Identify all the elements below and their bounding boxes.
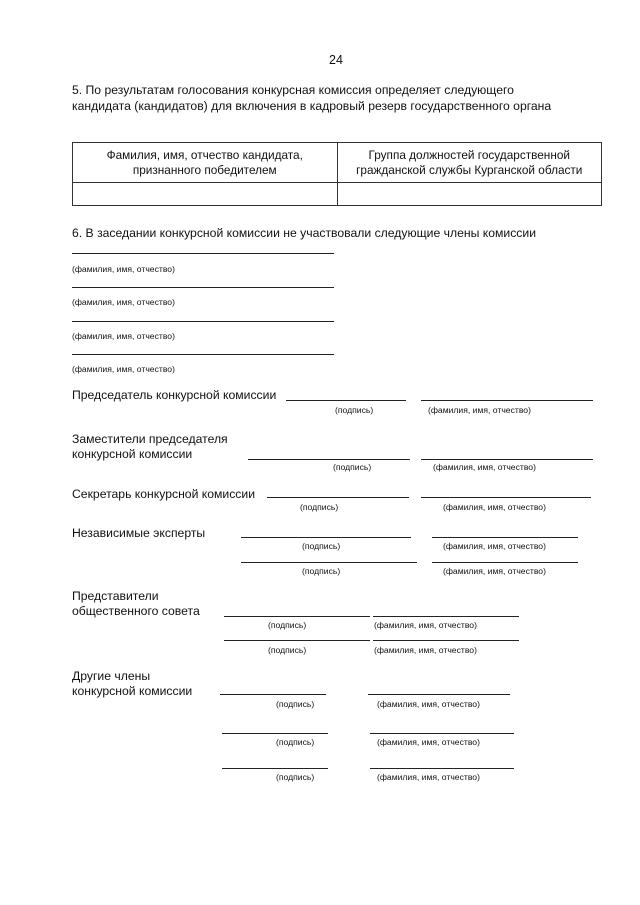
secretary-label: Секретарь конкурсной комиссии: [72, 487, 256, 501]
expert-signature-caption-2: (подпись): [302, 566, 341, 576]
table-header-candidate-line1: Фамилия, имя, отчество кандидата,: [106, 147, 303, 162]
other-member-name-line-2[interactable]: [370, 733, 514, 734]
public-council-name-caption-1: (фамилия, имя, отчество): [374, 620, 477, 630]
public-council-label-line2: общественного совета: [72, 604, 200, 618]
other-member-signature-caption-2: (подпись): [276, 737, 315, 747]
deputy-label-line1: Заместители председателя: [72, 432, 228, 446]
table-header-position-group: [337, 143, 602, 183]
secretary-signature-caption: (подпись): [300, 502, 339, 512]
table-header-candidate-line2: признанного победителем: [132, 162, 277, 177]
deputy-signature-line[interactable]: [248, 459, 410, 460]
other-member-name-caption-3: (фамилия, имя, отчество): [377, 772, 480, 782]
table-header-group-line1: Группа должностей государственной: [368, 147, 570, 162]
other-member-signature-caption-3: (подпись): [276, 772, 315, 782]
absent-member-line-1[interactable]: [72, 253, 334, 254]
section5-line1: 5. По результатам голосования конкурсная комиссия определяет следующего: [72, 83, 514, 97]
deputy-signature-caption: (подпись): [333, 462, 372, 472]
expert-name-caption-1: (фамилия, имя, отчество): [443, 541, 546, 551]
other-member-signature-caption-1: (подпись): [276, 699, 315, 709]
result-table: [72, 142, 602, 206]
expert-signature-line-2[interactable]: [241, 562, 417, 563]
other-member-signature-line-3[interactable]: [222, 768, 328, 769]
experts-label: Независимые эксперты: [72, 526, 206, 540]
secretary-signature-line[interactable]: [267, 497, 409, 498]
public-council-signature-line-2[interactable]: [224, 640, 370, 641]
table-header-group-line2: гражданской службы Курганской области: [356, 162, 583, 177]
public-council-signature-caption-1: (подпись): [268, 620, 307, 630]
chairman-signature-line[interactable]: [286, 400, 406, 401]
absent-member-line-3[interactable]: [72, 321, 334, 322]
other-member-signature-line-2[interactable]: [222, 733, 328, 734]
public-council-name-line-2[interactable]: [373, 640, 519, 641]
public-council-signature-line-1[interactable]: [224, 616, 370, 617]
chairman-label: Председатель конкурсной комиссии: [72, 388, 277, 402]
deputy-label-line2: конкурсной комиссии: [72, 447, 193, 461]
deputy-name-caption: (фамилия, имя, отчество): [433, 462, 536, 472]
other-members-label-line2: конкурсной комиссии: [72, 684, 193, 698]
absent-member-caption-3: (фамилия, имя, отчество): [72, 331, 175, 341]
absent-member-caption-1: (фамилия, имя, отчество): [72, 264, 175, 274]
table-cell-candidate[interactable]: [73, 183, 338, 206]
expert-signature-line-1[interactable]: [241, 537, 411, 538]
other-member-signature-line-1[interactable]: [220, 694, 326, 695]
absent-member-line-2[interactable]: [72, 287, 334, 288]
chairman-name-line[interactable]: [421, 400, 593, 401]
other-member-name-caption-2: (фамилия, имя, отчество): [377, 737, 480, 747]
page-number: 24: [329, 53, 343, 67]
public-council-name-caption-2: (фамилия, имя, отчество): [374, 645, 477, 655]
secretary-name-caption: (фамилия, имя, отчество): [443, 502, 546, 512]
section6-text: 6. В заседании конкурсной комиссии не участвовали следующие члены комиссии: [72, 226, 536, 240]
table-cell-position-group[interactable]: [337, 183, 602, 206]
absent-member-line-4[interactable]: [72, 354, 334, 355]
absent-member-caption-2: (фамилия, имя, отчество): [72, 297, 175, 307]
other-member-name-line-1[interactable]: [368, 694, 510, 695]
chairman-name-caption: (фамилия, имя, отчество): [428, 405, 531, 415]
section5-line2: кандидата (кандидатов) для включения в кадровый резерв государственного органа: [72, 99, 552, 113]
public-council-name-line-1[interactable]: [373, 616, 519, 617]
public-council-signature-caption-2: (подпись): [268, 645, 307, 655]
other-member-name-caption-1: (фамилия, имя, отчество): [377, 699, 480, 709]
other-members-label-line1: Другие члены: [72, 669, 151, 683]
secretary-name-line[interactable]: [421, 497, 591, 498]
expert-name-line-1[interactable]: [432, 537, 578, 538]
public-council-label-line1: Представители: [72, 589, 159, 603]
chairman-signature-caption: (подпись): [335, 405, 374, 415]
other-member-name-line-3[interactable]: [370, 768, 514, 769]
deputy-name-line[interactable]: [421, 459, 593, 460]
table-header-candidate: [73, 143, 338, 183]
expert-signature-caption-1: (подпись): [302, 541, 341, 551]
expert-name-caption-2: (фамилия, имя, отчество): [443, 566, 546, 576]
absent-member-caption-4: (фамилия, имя, отчество): [72, 364, 175, 374]
expert-name-line-2[interactable]: [432, 562, 578, 563]
